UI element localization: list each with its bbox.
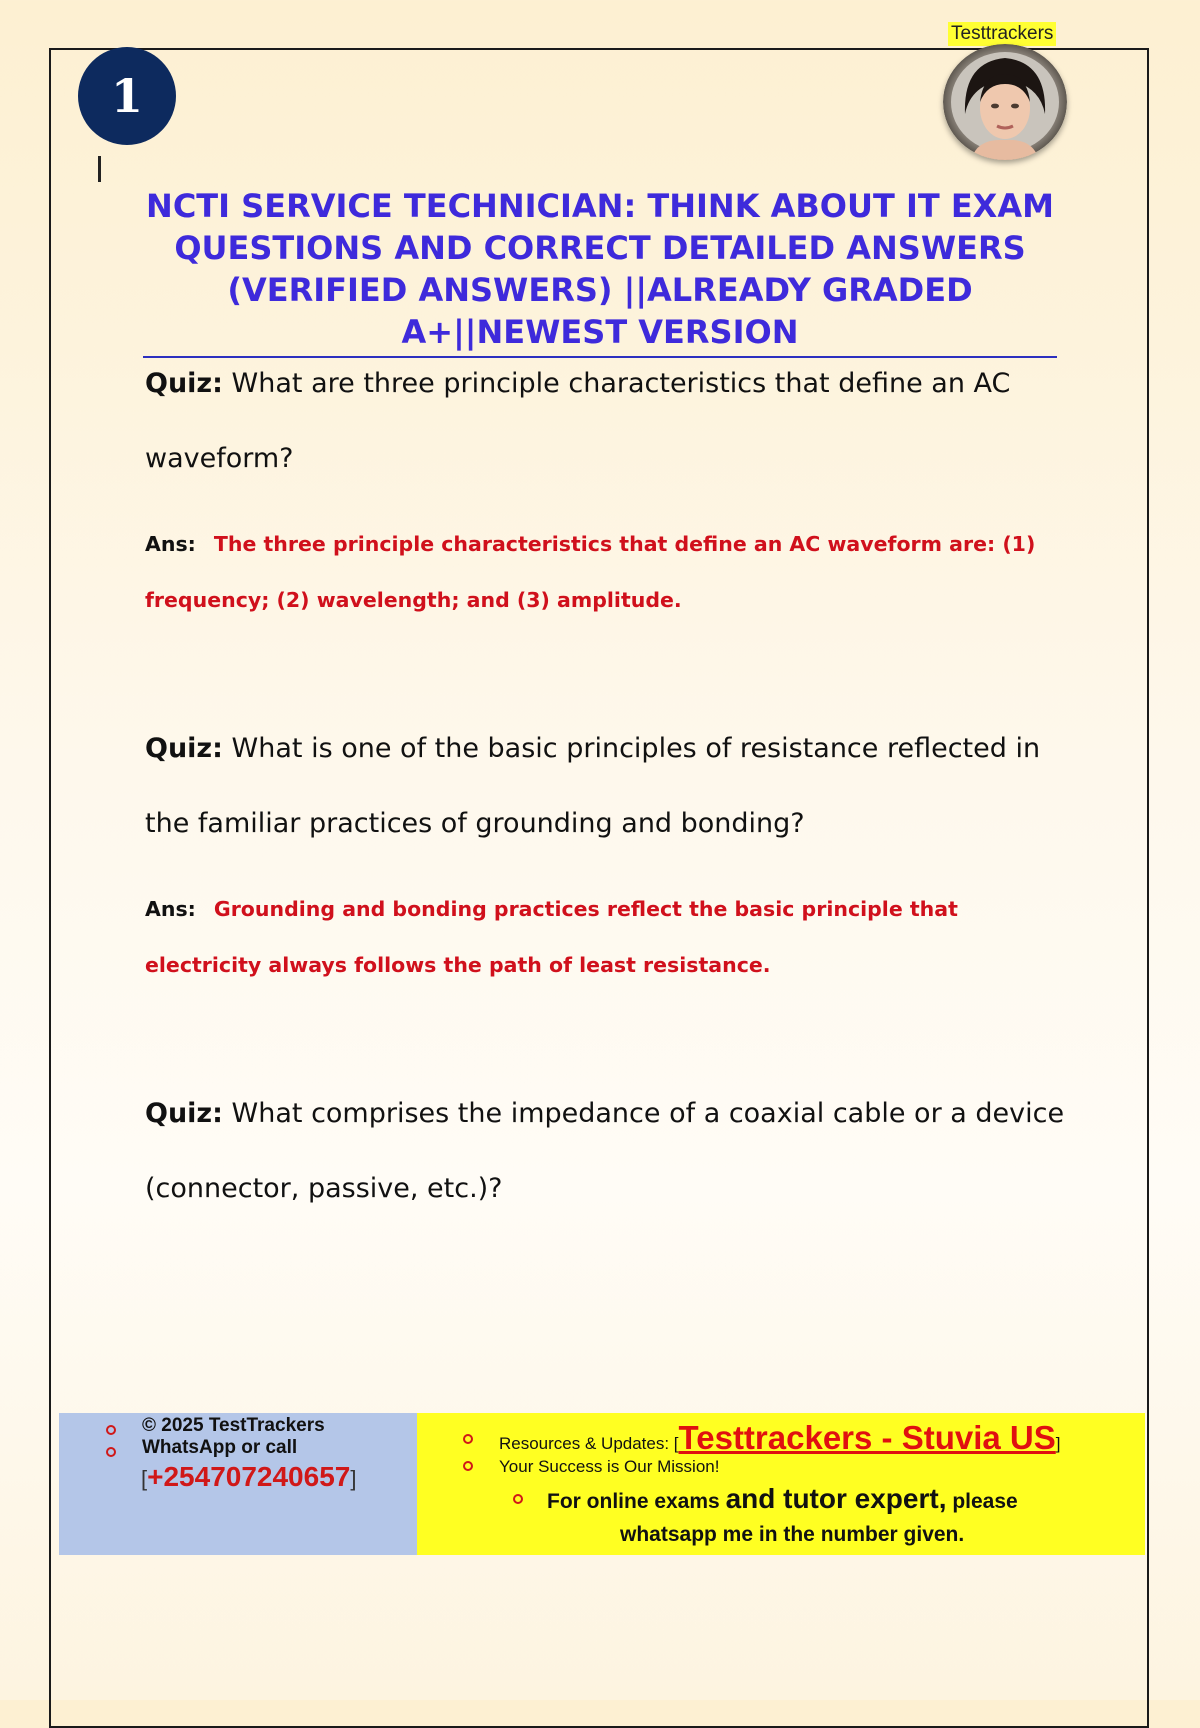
answer-label: Ans: — [145, 532, 196, 556]
answer-text: The three principle characteristics that define an AC waveform are: (1) frequency; (2) wavelength; and (3) amplitude. — [145, 532, 1036, 612]
quiz-question-3 — [145, 1076, 1075, 1226]
whatsapp-label: WhatsApp or call — [142, 1437, 298, 1458]
quiz-label: Quiz: — [145, 1098, 223, 1129]
answer-label: Ans: — [145, 897, 196, 921]
bullet-icon — [463, 1434, 473, 1444]
quiz-label: Quiz: — [145, 368, 223, 399]
quiz-question-1 — [145, 346, 1075, 496]
bullet-icon — [513, 1494, 523, 1504]
mission-text: Your Success is Our Mission! — [499, 1457, 720, 1476]
stuvia-link[interactable]: Testtrackers - Stuvia US — [678, 1419, 1056, 1456]
avatar-portrait-icon — [943, 44, 1067, 160]
question-text: What comprises the impedance of a coaxial cable or a device (connector, passive, etc.)? — [145, 1098, 1065, 1204]
answer-text: Grounding and bonding practices reflect the basic principle that electricity always follows the path of least resistance. — [145, 897, 958, 977]
page-number-badge: 1 — [78, 47, 176, 145]
phone-number[interactable]: +254707240657 — [147, 1461, 351, 1492]
footer-contact-panel — [59, 1413, 417, 1555]
question-text: What is one of the basic principles of resistance reflected in the familiar practices of grounding and bonding? — [145, 733, 1041, 839]
bullet-icon — [106, 1447, 116, 1457]
brand-tag: Testtrackers — [948, 22, 1056, 46]
question-text: What are three principle characteristics that define an AC waveform? — [145, 368, 1011, 474]
bullet-icon — [106, 1425, 116, 1435]
author-avatar — [943, 44, 1067, 160]
quiz-label: Quiz: — [145, 733, 223, 764]
answer-2 — [145, 881, 1075, 993]
document-title: NCTI SERVICE TECHNICIAN: THINK ABOUT IT EXAM QUESTIONS AND CORRECT DETAILED ANSWERS (VERIFIED ANSWERS) ||ALREADY GRADED A+||NEWEST VERSION — [146, 187, 1054, 351]
text-cursor — [98, 156, 101, 182]
cta-line-2: whatsapp me in the number given. — [620, 1523, 965, 1546]
copyright-text: © 2025 TestTrackers — [142, 1415, 325, 1436]
phone-number-line: [+254707240657] — [141, 1461, 357, 1492]
answer-1 — [145, 516, 1075, 628]
resources-line: Resources & Updates: [Testtrackers - Stuvia US] — [499, 1419, 1061, 1456]
cta-line-1: For online exams and tutor expert, please — [547, 1483, 1018, 1514]
footer-promo-panel — [417, 1413, 1145, 1555]
quiz-question-2 — [145, 711, 1075, 861]
bullet-icon — [463, 1461, 473, 1471]
